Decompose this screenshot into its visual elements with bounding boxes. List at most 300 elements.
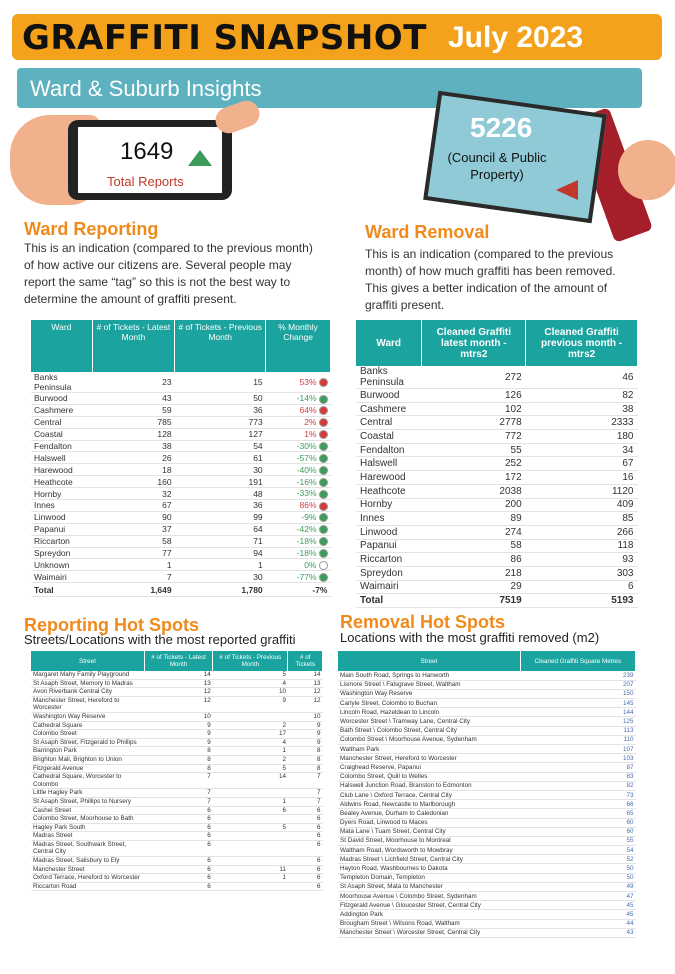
table-cell: Brighton Mall, Brighton to Union — [31, 755, 144, 764]
table-row — [31, 738, 323, 747]
table-cell: 6 — [288, 806, 323, 815]
table-cell: Little Hagley Park — [31, 789, 144, 798]
table-cell: 6 — [144, 823, 212, 832]
table-cell: 46 — [526, 366, 638, 389]
table-cell: Linwood — [31, 511, 92, 523]
table-cell: 60 — [520, 827, 635, 836]
table-cell: 93 — [526, 553, 638, 567]
table-cell: 1120 — [526, 484, 638, 498]
table-row — [31, 815, 323, 824]
table-row — [356, 512, 638, 526]
table-cell: 38 — [92, 440, 174, 452]
status-dot-icon — [319, 430, 328, 439]
total-cell: 7519 — [422, 594, 526, 608]
change-value: 86% — [299, 500, 317, 511]
table-cell: 6 — [144, 840, 212, 856]
total-cell: Total — [356, 594, 422, 608]
table-cell: 8 — [288, 747, 323, 756]
table-cell: Colombo Street \ Moorhouse Avenue, Sydenham — [338, 735, 520, 744]
table-cell: 1 — [213, 797, 288, 806]
table-cell: 103 — [520, 754, 635, 763]
table-cell: 26 — [92, 452, 174, 464]
table-cell: Coastal — [31, 428, 92, 440]
column-header: Cleaned Graffiti latest month - mtrs2 — [422, 320, 526, 366]
table-row — [338, 818, 636, 827]
column-header: Street — [31, 651, 144, 671]
total-cell: 1,649 — [92, 583, 174, 597]
removal-hotspots-title: Removal Hot Spots — [340, 612, 506, 632]
report-month: July 2023 — [448, 21, 584, 54]
table-row — [31, 476, 331, 488]
table-cell: St Asaph Street, Fitzgerald to Phillips — [31, 738, 144, 747]
table-cell: Harewood — [31, 464, 92, 476]
table-row — [31, 372, 331, 393]
table-row — [31, 730, 323, 739]
table-cell: Colombo Street, Quill to Welles — [338, 772, 520, 781]
table-row — [31, 679, 323, 688]
table-cell: Riccarton — [31, 535, 92, 547]
status-dot-icon — [319, 513, 328, 522]
table-row — [31, 789, 323, 798]
table-cell: 5 — [213, 823, 288, 832]
table-cell: 94 — [175, 547, 266, 559]
table-cell: Templeton Domain, Templeton — [338, 873, 520, 882]
table-cell: Mata Lane \ Tuam Street, Central City — [338, 827, 520, 836]
table-cell: 110 — [520, 735, 635, 744]
table-cell: 50 — [520, 873, 635, 882]
table-cell: 23 — [92, 372, 174, 393]
change-cell — [266, 547, 331, 559]
table-cell: 82 — [526, 389, 638, 403]
table-row — [338, 864, 636, 873]
table-cell: 17 — [213, 730, 288, 739]
table-cell: Madras Street, Southwark Street, Central City — [31, 840, 144, 856]
table-row — [356, 566, 638, 580]
table-cell: 12 — [144, 696, 212, 712]
table-row — [31, 865, 323, 874]
table-cell: Barrington Park — [31, 747, 144, 756]
table-row — [338, 892, 636, 901]
table-cell: Innes — [356, 512, 422, 526]
change-cell — [266, 393, 331, 405]
table-cell: Bealey Avenue, Durham to Caledonian — [338, 809, 520, 818]
table-row — [31, 696, 323, 712]
column-header: # of Tickets - Latest Month — [92, 320, 174, 372]
table-cell: 6 — [144, 832, 212, 841]
table-cell: Madras Street — [31, 832, 144, 841]
table-cell: Avon Riverbank Central City — [31, 688, 144, 697]
column-header: Ward — [356, 320, 422, 366]
table-row — [338, 827, 636, 836]
column-header: # of Tickets — [288, 651, 323, 671]
column-header: % Monthly Change — [266, 320, 331, 372]
table-cell: Innes — [31, 500, 92, 512]
table-row — [338, 772, 636, 781]
table-cell: 87 — [520, 763, 635, 772]
table-cell: 9 — [144, 738, 212, 747]
total-cell: -7% — [266, 583, 331, 597]
table-cell: 6 — [288, 832, 323, 841]
table-cell: 409 — [526, 498, 638, 512]
status-dot-icon — [319, 537, 328, 546]
table-cell: St Asaph Street, Mata to Manchester — [338, 882, 520, 891]
table-cell: 160 — [92, 476, 174, 488]
table-cell: 15 — [175, 372, 266, 393]
change-cell — [266, 464, 331, 476]
table-cell: 12 — [144, 688, 212, 697]
table-cell: Manchester Street — [31, 865, 144, 874]
table-header-row — [31, 651, 323, 671]
table-cell: 785 — [92, 416, 174, 428]
table-cell: Papanui — [356, 539, 422, 553]
increase-arrow-icon — [188, 150, 212, 166]
change-cell — [266, 452, 331, 464]
column-header: # of Tickets - Previous Month — [213, 651, 288, 671]
table-cell: 60 — [520, 818, 635, 827]
table-row — [356, 457, 638, 471]
table-cell: Cashmere — [356, 402, 422, 416]
table-cell: 55 — [422, 443, 526, 457]
table-row — [31, 404, 331, 416]
column-header: Cleaned Graffiti Square Metres — [520, 651, 635, 671]
table-cell: 50 — [520, 864, 635, 873]
page-title: GRAFFITI SNAPSHOT — [22, 18, 427, 58]
table-cell: 9 — [288, 738, 323, 747]
table-cell: Main South Road, Springs to Hanworth — [338, 671, 520, 680]
change-cell — [266, 476, 331, 488]
table-cell: Margaret Mahy Family Playground — [31, 671, 144, 679]
status-dot-icon — [319, 502, 328, 511]
table-cell: Hornby — [356, 498, 422, 512]
change-value: -18% — [296, 547, 317, 558]
table-cell: Unknown — [31, 559, 92, 571]
table-row — [338, 671, 636, 680]
table-cell: 18 — [92, 464, 174, 476]
table-cell: 1 — [175, 559, 266, 571]
table-cell: Bath Street \ Colombo Street, Central City — [338, 726, 520, 735]
change-value: -14% — [296, 393, 317, 404]
table-cell: Heathcote — [31, 476, 92, 488]
table-cell: Spreydon — [31, 547, 92, 559]
table-row — [31, 488, 331, 500]
table-cell: 773 — [175, 416, 266, 428]
table-row — [338, 699, 636, 708]
table-cell: 67 — [526, 457, 638, 471]
change-value: -40% — [296, 464, 317, 475]
table-cell: 2778 — [422, 416, 526, 430]
table-cell: 6 — [144, 865, 212, 874]
table-cell: 71 — [175, 535, 266, 547]
table-cell: 252 — [422, 457, 526, 471]
table-row — [338, 708, 636, 717]
table-row — [338, 873, 636, 882]
status-dot-icon — [319, 561, 328, 570]
status-dot-icon — [319, 490, 328, 499]
table-cell: 73 — [520, 790, 635, 799]
table-cell: 6 — [144, 806, 212, 815]
table-cell: Waimairi — [356, 580, 422, 594]
table-cell — [213, 840, 288, 856]
table-cell: Washington Way Reserve — [31, 712, 144, 721]
table-cell: 37 — [92, 523, 174, 535]
table-cell: Club Lane \ Oxford Terrace, Central City — [338, 790, 520, 799]
table-cell: Waltham Park — [338, 745, 520, 754]
table-row — [338, 735, 636, 744]
table-cell: 118 — [526, 539, 638, 553]
table-row — [356, 443, 638, 457]
table-cell: 7 — [144, 789, 212, 798]
total-reports-value: 1649 — [120, 138, 174, 165]
change-cell — [266, 523, 331, 535]
table-cell: 43 — [92, 393, 174, 405]
change-value: -77% — [296, 571, 317, 582]
table-row — [31, 500, 331, 512]
table-cell: 13 — [144, 679, 212, 688]
table-row — [356, 539, 638, 553]
table-cell: 86 — [422, 553, 526, 567]
table-cell: Cashmere — [31, 404, 92, 416]
table-row — [31, 874, 323, 883]
table-row — [338, 754, 636, 763]
total-row — [31, 583, 331, 597]
table-cell: Riccarton Road — [31, 882, 144, 891]
table-cell: 48 — [175, 488, 266, 500]
table-cell: 55 — [520, 836, 635, 845]
table-cell: 266 — [526, 525, 638, 539]
table-cell: 90 — [92, 511, 174, 523]
table-cell: Lismore Street \ Falsgrave Street, Waltham — [338, 680, 520, 689]
change-value: 53% — [299, 376, 317, 387]
change-cell — [266, 511, 331, 523]
ward-removal-table — [356, 320, 638, 608]
table-cell: 2 — [213, 721, 288, 730]
status-dot-icon — [319, 406, 328, 415]
table-cell: 12 — [288, 688, 323, 697]
table-cell: 30 — [175, 571, 266, 583]
table-cell: Cathedral Square — [31, 721, 144, 730]
table-row — [356, 389, 638, 403]
table-row — [356, 484, 638, 498]
table-cell: 239 — [520, 671, 635, 680]
change-value: 1% — [304, 428, 317, 439]
table-cell: 144 — [520, 708, 635, 717]
removal-hotspots-subtitle: Locations with the most graffiti removed (m2) — [340, 630, 600, 645]
table-header-row — [338, 651, 636, 671]
table-cell: 145 — [520, 699, 635, 708]
table-cell: Central — [31, 416, 92, 428]
table-row — [31, 755, 323, 764]
ward-removal-description: This is an indication (compared to the previous month) of how much graffiti has been removed. This gives a better indication of the amount of graffiti present. — [365, 247, 616, 312]
change-cell — [266, 404, 331, 416]
status-dot-icon — [319, 525, 328, 534]
table-row — [338, 726, 636, 735]
table-cell: Fitzgerald Avenue \ Gloucester Street, Central City — [338, 901, 520, 910]
reporting-hotspots-subtitle: Streets/Locations with the most reported graffiti — [24, 632, 296, 647]
table-row — [31, 523, 331, 535]
table-cell: Spreydon — [356, 566, 422, 580]
change-value: 0% — [304, 559, 317, 570]
change-value: -57% — [296, 452, 317, 463]
table-row — [31, 511, 331, 523]
column-header: # of Tickets - Previous Month — [175, 320, 266, 372]
table-cell: 9 — [144, 721, 212, 730]
decrease-arrow-icon — [556, 180, 578, 200]
table-cell: 34 — [526, 443, 638, 457]
table-cell: 44 — [520, 919, 635, 928]
table-row — [356, 525, 638, 539]
table-cell: 54 — [175, 440, 266, 452]
table-cell: 8 — [144, 764, 212, 773]
table-cell — [213, 712, 288, 721]
table-cell: 6 — [144, 882, 212, 891]
table-cell: 65 — [520, 809, 635, 818]
table-cell — [213, 815, 288, 824]
table-row — [338, 846, 636, 855]
table-cell: 6 — [288, 823, 323, 832]
table-cell: Linwood — [356, 525, 422, 539]
table-row — [31, 857, 323, 866]
status-dot-icon — [319, 478, 328, 487]
table-row — [338, 901, 636, 910]
table-cell: 30 — [175, 464, 266, 476]
table-cell: Carlyle Street, Colombo to Buchan — [338, 699, 520, 708]
table-cell — [213, 832, 288, 841]
table-cell: Oxford Terrace, Hereford to Worcester — [31, 874, 144, 883]
table-row — [31, 712, 323, 721]
change-cell — [266, 416, 331, 428]
table-cell: 6 — [144, 857, 212, 866]
change-cell — [266, 571, 331, 583]
total-row — [356, 594, 638, 608]
table-cell: Banks Peninsula — [31, 372, 92, 393]
table-cell — [213, 789, 288, 798]
table-cell: 113 — [520, 726, 635, 735]
table-cell: 1 — [213, 874, 288, 883]
table-cell: 99 — [175, 511, 266, 523]
table-row — [31, 823, 323, 832]
column-header: # of Tickets - Latest Month — [144, 651, 212, 671]
table-cell: 5 — [213, 764, 288, 773]
table-cell: 58 — [92, 535, 174, 547]
table-cell: 38 — [526, 402, 638, 416]
table-cell: 6 — [144, 815, 212, 824]
status-dot-icon — [319, 378, 328, 387]
ward-reporting-description: This is an indication (compared to the previous month) of how active our citizens are. Several people may report the same “tag” so this is not the best way to determine the amount of graffiti present. — [24, 241, 313, 306]
table-cell: 8 — [144, 747, 212, 756]
change-value: -16% — [296, 476, 317, 487]
total-cell: 1,780 — [175, 583, 266, 597]
table-cell: 83 — [520, 772, 635, 781]
table-cell: 1 — [213, 747, 288, 756]
table-cell: 9 — [213, 696, 288, 712]
table-cell: Aldwins Road, Newcastle to Marlborough — [338, 800, 520, 809]
table-row — [338, 809, 636, 818]
table-cell — [213, 857, 288, 866]
table-cell: Fitzgerald Avenue — [31, 764, 144, 773]
table-cell: 52 — [520, 855, 635, 864]
table-cell: 2038 — [422, 484, 526, 498]
table-cell: Manchester Street, Hereford to Worcester — [338, 754, 520, 763]
table-cell: 66 — [520, 800, 635, 809]
total-cell: 5193 — [526, 594, 638, 608]
table-cell: 6 — [213, 806, 288, 815]
reporting-hotspots-table — [31, 651, 323, 891]
table-cell: Coastal — [356, 430, 422, 444]
table-cell: 50 — [175, 393, 266, 405]
roller-hand-illustration — [618, 140, 675, 200]
table-row — [31, 559, 331, 571]
total-removed-label: (Council & Public Property) — [447, 150, 547, 182]
reporting-hotspots-title: Reporting Hot Spots — [24, 615, 199, 635]
total-removed-value: 5226 — [470, 112, 533, 143]
table-cell: St David Street, Moorhouse to Montreal — [338, 836, 520, 845]
table-row — [31, 464, 331, 476]
table-cell: 29 — [422, 580, 526, 594]
table-cell: Harewood — [356, 471, 422, 485]
table-cell: 61 — [175, 452, 266, 464]
table-cell: Central — [356, 416, 422, 430]
table-cell: 9 — [288, 721, 323, 730]
table-row — [356, 430, 638, 444]
table-cell: 14 — [213, 773, 288, 789]
table-cell: 82 — [520, 781, 635, 790]
table-row — [31, 882, 323, 891]
status-dot-icon — [319, 454, 328, 463]
table-cell: 7 — [288, 773, 323, 789]
change-cell — [266, 500, 331, 512]
table-cell: 58 — [422, 539, 526, 553]
change-cell — [266, 535, 331, 547]
table-cell: 128 — [92, 428, 174, 440]
table-row — [31, 547, 331, 559]
table-row — [31, 416, 331, 428]
table-row — [31, 773, 323, 789]
table-cell: Halswell — [356, 457, 422, 471]
table-cell: Cashel Street — [31, 806, 144, 815]
table-cell: Halswell — [31, 452, 92, 464]
table-cell: Riccarton — [356, 553, 422, 567]
change-cell — [266, 559, 331, 571]
table-row — [356, 553, 638, 567]
table-cell: 43 — [520, 928, 635, 937]
table-cell: 6 — [288, 840, 323, 856]
table-cell: Burwood — [356, 389, 422, 403]
status-dot-icon — [319, 466, 328, 475]
table-cell: 5 — [213, 671, 288, 679]
table-row — [31, 721, 323, 730]
table-cell: 150 — [520, 689, 635, 698]
table-row — [338, 781, 636, 790]
table-row — [31, 832, 323, 841]
status-dot-icon — [319, 549, 328, 558]
table-cell: 12 — [288, 696, 323, 712]
table-cell: 45 — [520, 901, 635, 910]
table-header-row — [31, 320, 331, 372]
table-cell: 6 — [288, 865, 323, 874]
table-cell: 16 — [526, 471, 638, 485]
table-cell: 303 — [526, 566, 638, 580]
ward-removal-title: Ward Removal — [365, 222, 490, 242]
change-value: -18% — [296, 536, 317, 546]
table-cell: Brougham Street \ Wilsons Road, Waltham — [338, 919, 520, 928]
column-header: Ward — [31, 320, 92, 372]
table-cell: 32 — [92, 488, 174, 500]
table-row — [31, 747, 323, 756]
table-row — [338, 910, 636, 919]
table-cell: 218 — [422, 566, 526, 580]
table-cell: 7 — [144, 773, 212, 789]
table-cell: 8 — [288, 764, 323, 773]
